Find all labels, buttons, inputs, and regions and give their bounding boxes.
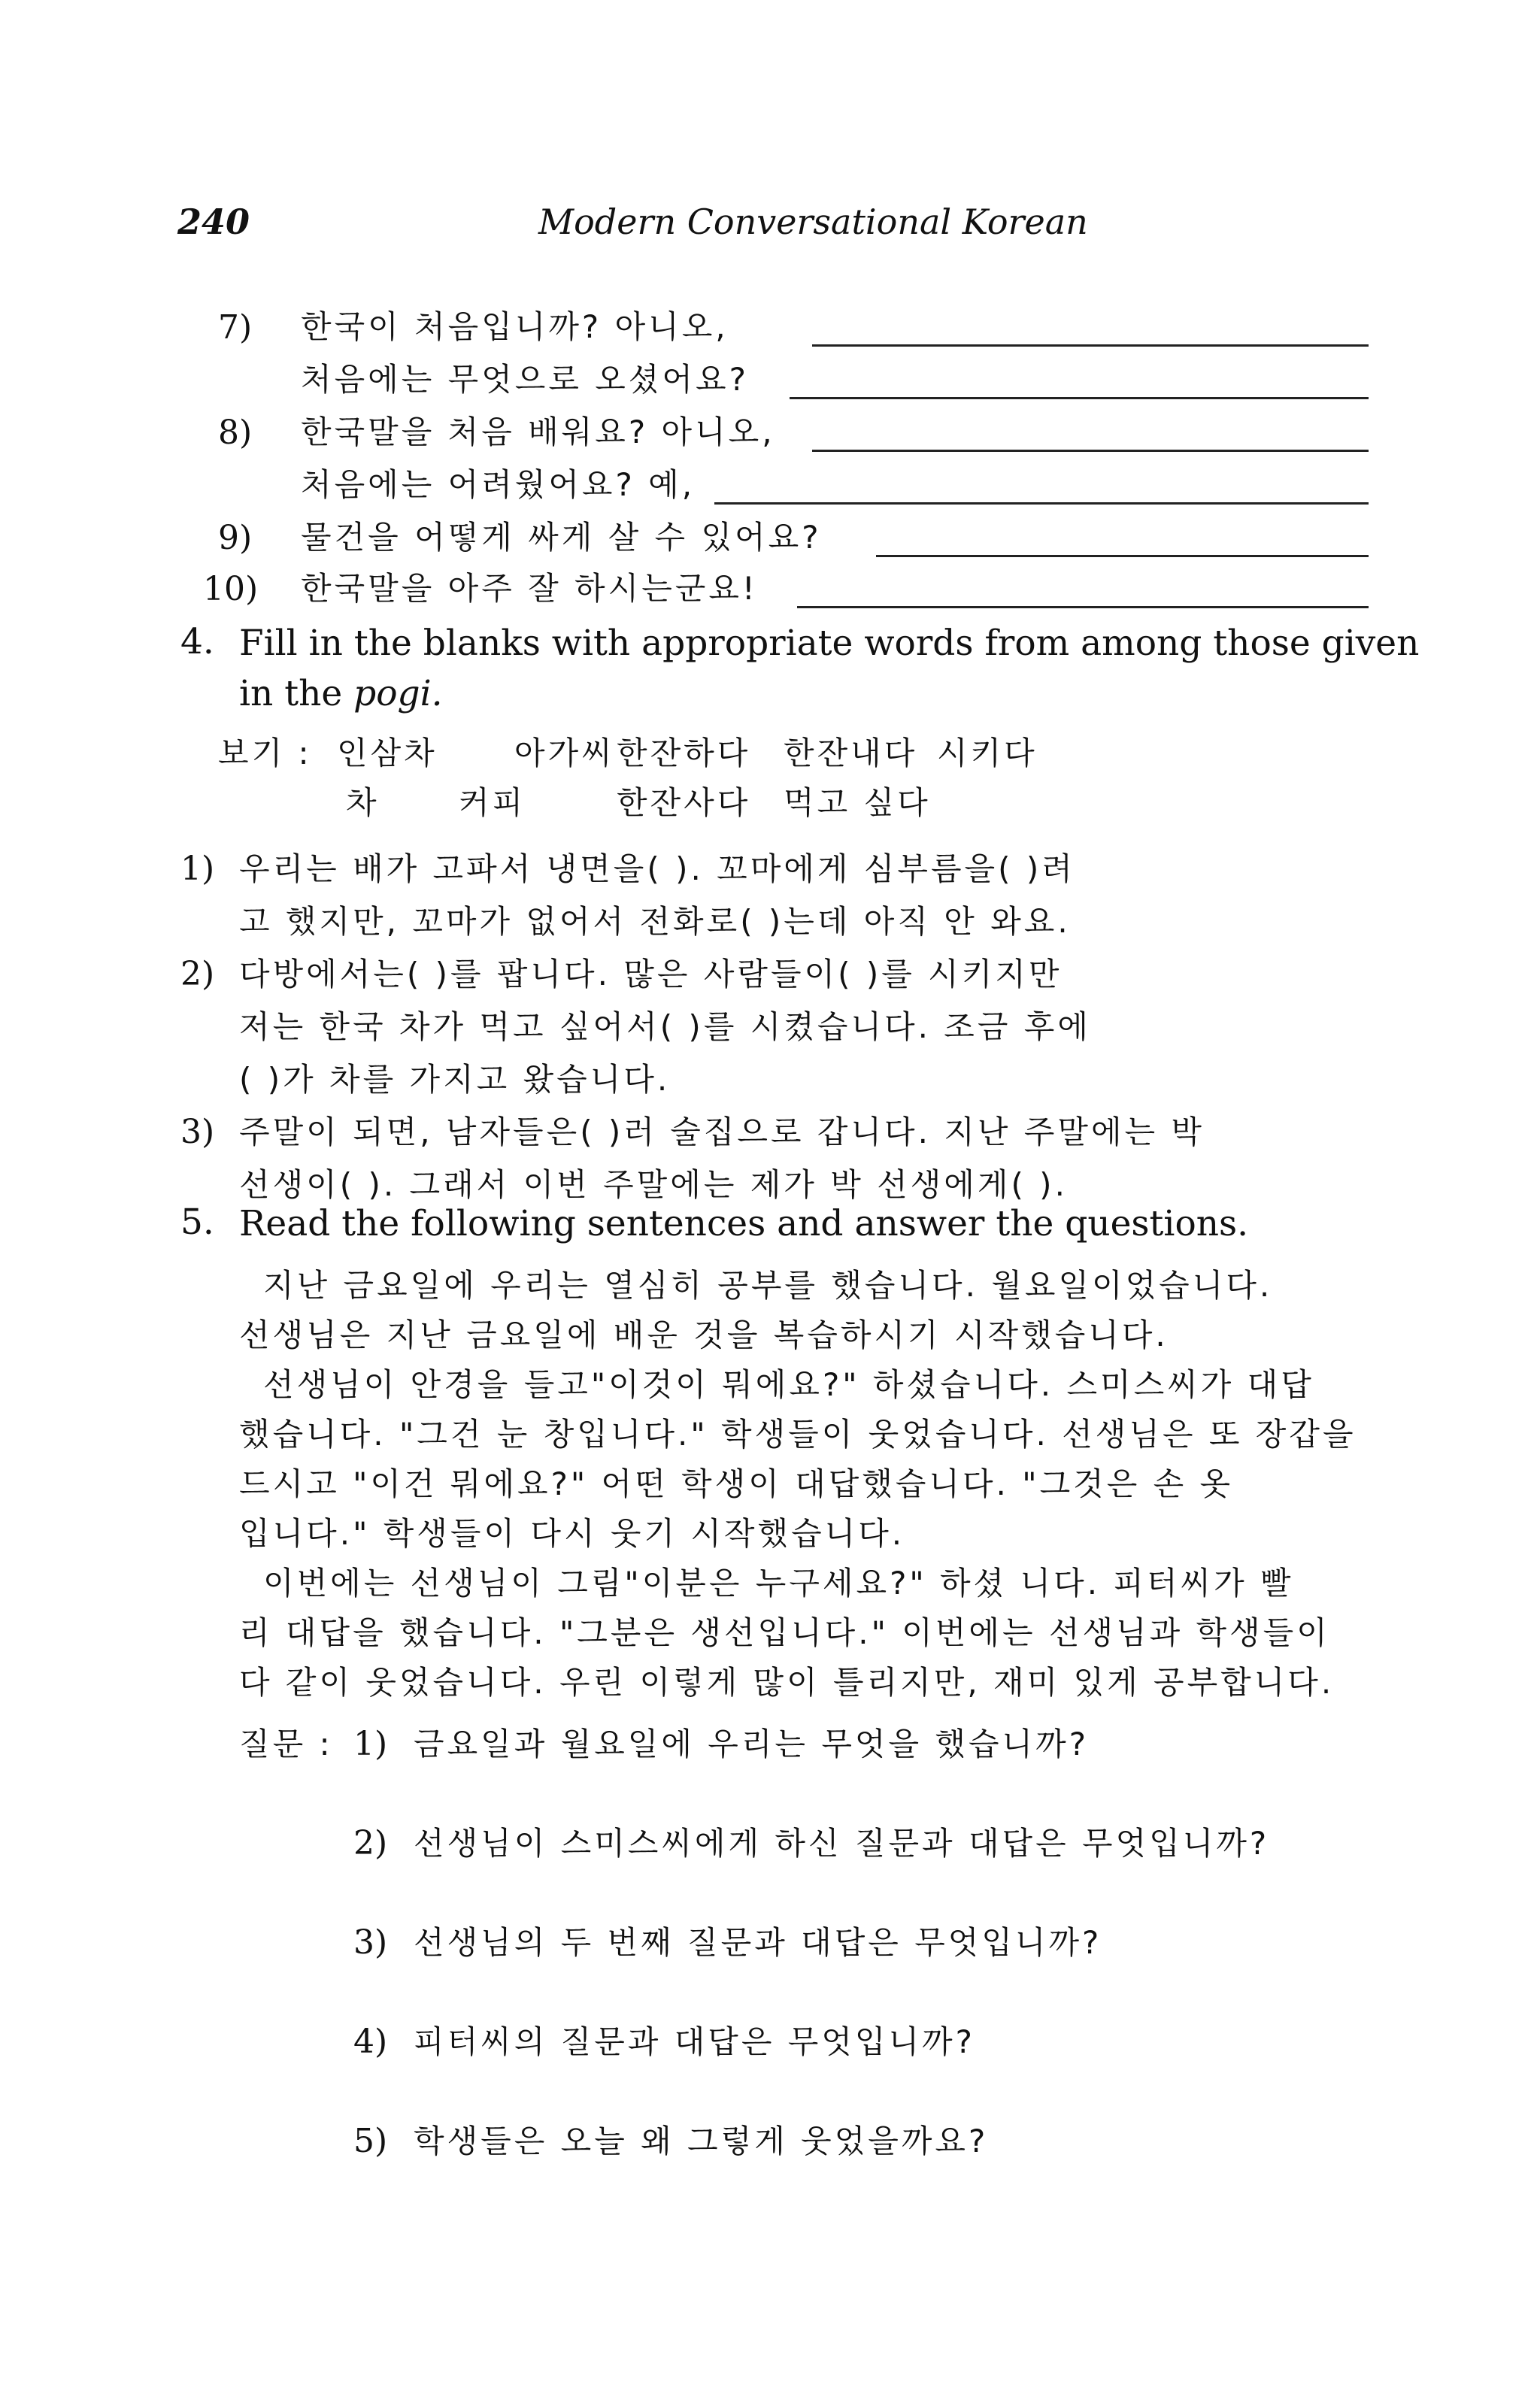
question-text: 피터씨의 질문과 대답은 무엇입니까?: [414, 2023, 975, 2060]
page-header: [177, 202, 1381, 262]
fill-in-line: 고 했지만, 꼬마가 없어서 전화로( )는데 아직 안 와요.: [239, 903, 1071, 940]
item-number: 10): [203, 570, 259, 608]
question-line: 처음에는 무엇으로 오셨어요?: [301, 361, 749, 398]
pogi-word: 시키다: [937, 735, 1038, 771]
passage-line: 다 같이 웃었습니다. 우린 이렇게 많이 틀리지만, 재미 있게 공부합니다.: [239, 1664, 1335, 1701]
pogi-label: 보기 :: [218, 735, 312, 771]
pogi-word: 한잔하다: [617, 735, 751, 771]
question-line: 한국말을 아주 잘 하시는군요!: [301, 570, 758, 607]
section-number: 4.: [180, 621, 214, 662]
running-title: Modern Conversational Korean: [538, 202, 1088, 242]
pogi-word: 아가씨: [514, 735, 615, 771]
question-text: 선생님이 스미스씨에게 하신 질문과 대답은 무엇입니까?: [414, 1825, 1270, 1862]
question-number: 4): [353, 2023, 388, 2061]
passage-line: 지난 금요일에 우리는 열심히 공부를 했습니다. 월요일이었습니다.: [263, 1267, 1273, 1304]
passage-line: 입니다." 학생들이 다시 웃기 시작했습니다.: [239, 1515, 905, 1552]
answer-blank[interactable]: [790, 397, 1369, 399]
passage-line: 드시고 "이건 뭐에요?" 어떤 학생이 대답했습니다. "그것은 손 옷: [239, 1465, 1234, 1502]
question-line: 한국이 처음입니까? 아니오,: [301, 308, 729, 345]
page-number: 240: [177, 202, 250, 242]
passage-line: 리 대답을 했습니다. "그분은 생선입니다." 이번에는 선생님과 학생들이: [239, 1614, 1330, 1651]
section-instruction: Fill in the blanks with appropriate words from among those given: [239, 623, 1420, 664]
item-number: 9): [218, 519, 253, 557]
fill-in-line: 다방에서는( )를 팝니다. 많은 사람들이( )를 시키지만: [239, 956, 1063, 993]
fill-in-line: 저는 한국 차가 먹고 싶어서( )를 시켰습니다. 조금 후에: [239, 1008, 1091, 1045]
answer-blank[interactable]: [797, 606, 1369, 608]
answer-blank[interactable]: [876, 555, 1369, 557]
item-number: 8): [218, 414, 253, 452]
question-text: 금요일과 월요일에 우리는 무엇을 했습니까?: [414, 1726, 1089, 1762]
fill-in-line: 선생이( ). 그래서 이번 주말에는 제가 박 선생에게( ).: [239, 1166, 1068, 1203]
question-line: 처음에는 어려웠어요? 예,: [301, 466, 696, 503]
pogi-word: 한잔사다: [617, 784, 751, 821]
answer-blank[interactable]: [812, 344, 1369, 347]
question-text: 선생님의 두 번째 질문과 대답은 무엇입니까?: [414, 1924, 1102, 1961]
question-text: 학생들은 오늘 왜 그렇게 웃었을까요?: [414, 2123, 989, 2159]
pogi-word: 차: [346, 784, 380, 821]
passage-line: 이번에는 선생님이 그림"이분은 누구세요?" 하셨 니다. 피터씨가 빨: [263, 1565, 1294, 1602]
section-instruction: Read the following sentences and answer the questions.: [239, 1203, 1249, 1244]
passage-line: 선생님은 지난 금요일에 배운 것을 복습하시기 시작했습니다.: [239, 1317, 1169, 1353]
pogi-word: 먹고 싶다: [784, 784, 931, 821]
passage-line: 했습니다. "그건 눈 창입니다." 학생들이 웃었습니다. 선생님은 또 장갑을: [239, 1416, 1357, 1453]
question-number: 2): [353, 1824, 388, 1862]
item-number: 3): [180, 1113, 215, 1151]
question-line: 물건을 어떻게 싸게 살 수 있어요?: [301, 519, 822, 556]
fill-in-line: ( )가 차를 가지고 왔습니다.: [239, 1061, 671, 1098]
fill-in-line: 주말이 되면, 남자들은( )러 술집으로 갑니다. 지난 주말에는 박: [239, 1114, 1205, 1150]
passage-line: 선생님이 안경을 들고"이것이 뭐에요?" 하셨습니다. 스미스씨가 대답: [263, 1366, 1314, 1403]
item-number: 7): [218, 308, 253, 347]
answer-blank[interactable]: [812, 450, 1369, 452]
item-number: 2): [180, 955, 215, 993]
questions-label: 질문 :: [239, 1726, 333, 1762]
section-number: 5.: [180, 1202, 214, 1243]
section-instruction-cont: in the pogi.: [239, 673, 443, 714]
fill-in-line: 우리는 배가 고파서 냉면을( ). 꼬마에게 심부름을( )려: [239, 850, 1075, 887]
question-number: 5): [353, 2122, 388, 2160]
answer-blank[interactable]: [714, 502, 1369, 505]
pogi-word: 커피: [459, 784, 526, 821]
question-line: 한국말을 처음 배워요? 아니오,: [301, 414, 775, 450]
item-number: 1): [180, 850, 215, 888]
question-number: 3): [353, 1923, 388, 1962]
pogi-word: 인삼차: [337, 735, 438, 771]
pogi-word: 한잔내다: [784, 735, 918, 771]
question-number: 1): [353, 1725, 388, 1763]
